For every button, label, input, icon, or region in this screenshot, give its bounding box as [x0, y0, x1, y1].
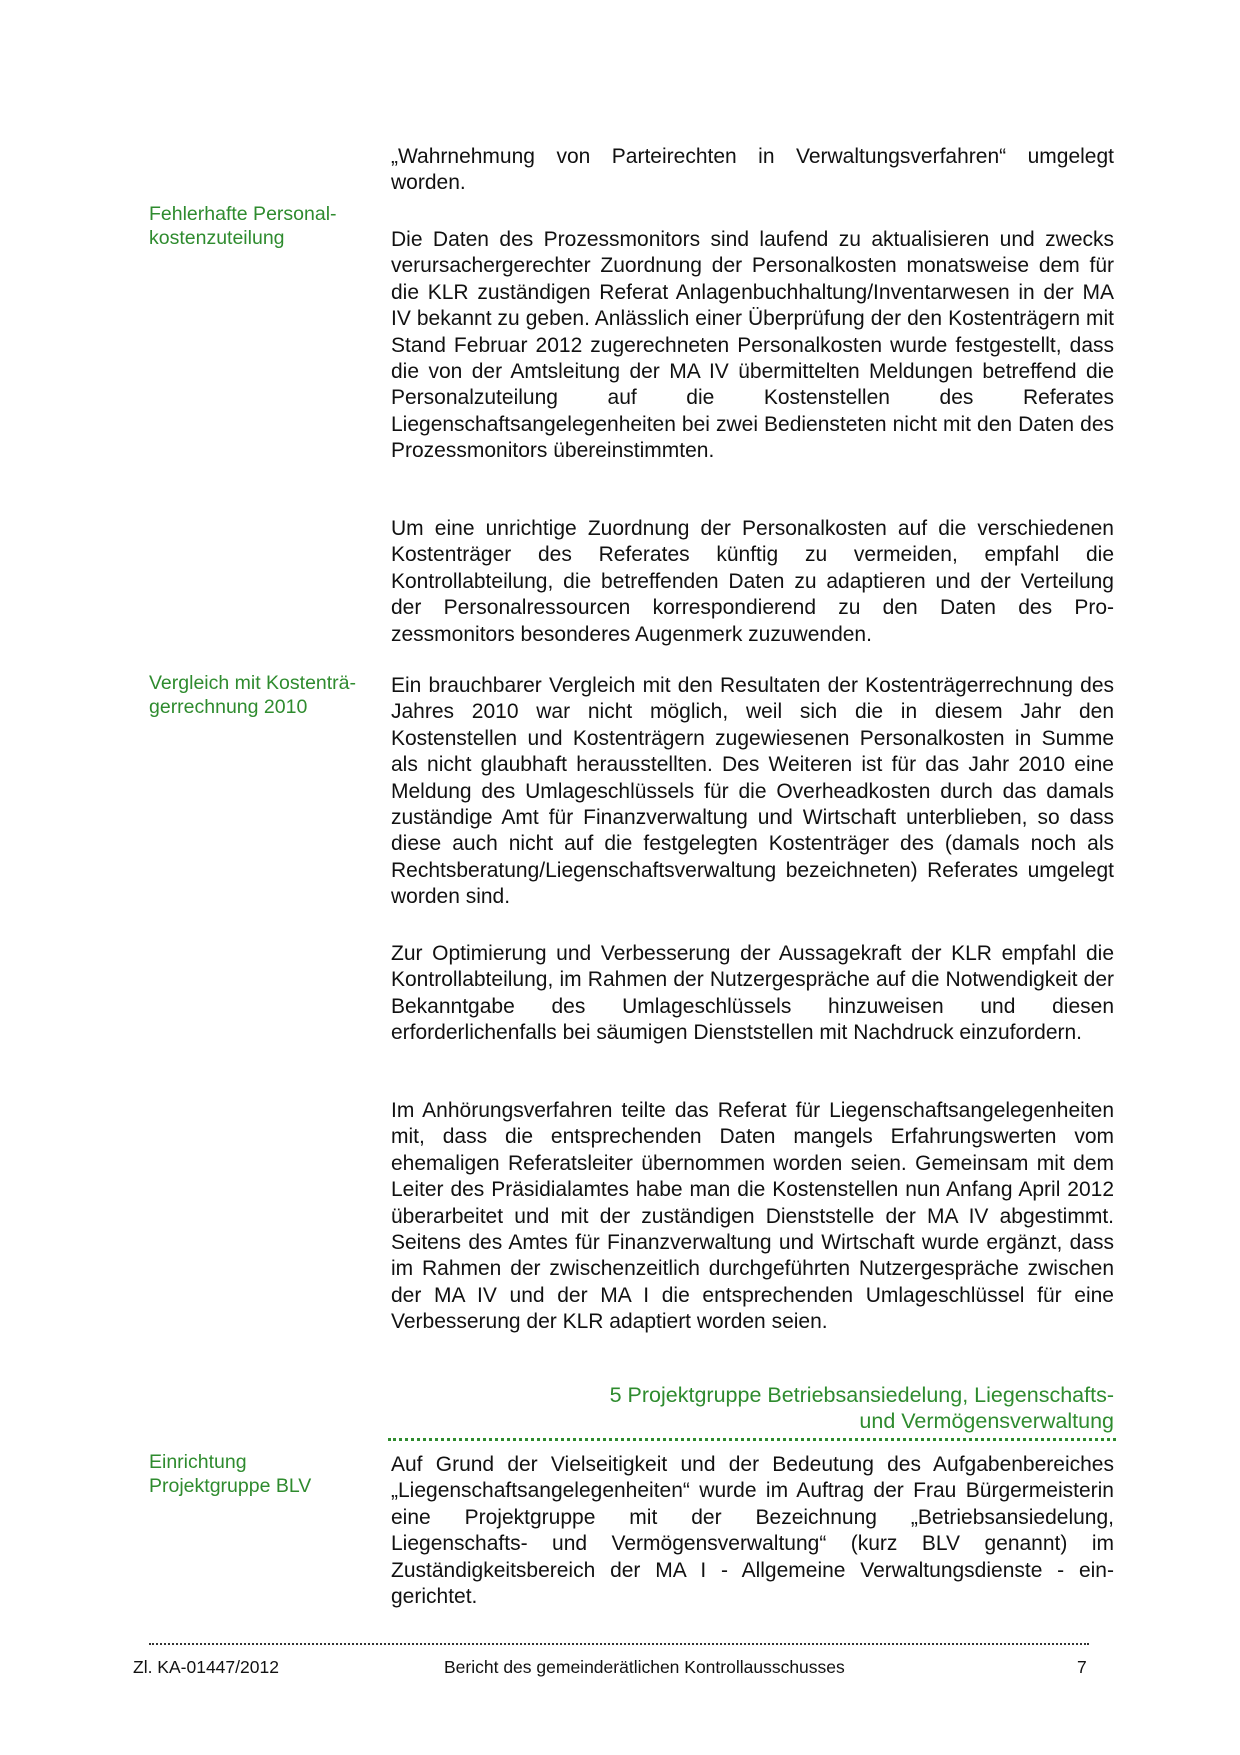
- section-heading: 5 Projektgruppe Betriebsansiedelung, Liegenschafts- und Vermögensverwaltung: [609, 1383, 1114, 1434]
- body-paragraph-4: Zur Optimierung und Verbesserung der Aussagekraft der KLR empfahl die Kontrollabteilung, im Rahmen der Nutzergespräche auf die Notwendigkeit der Bekanntgabe des Umlageschlüssels hinzuweisen und diesen erforderlichenfalls bei säumigen Dienststellen mit Nachdruck einzufordern.: [391, 942, 1114, 1045]
- section-heading-rule: [388, 1438, 1116, 1441]
- footer-rule: [149, 1643, 1089, 1645]
- body-paragraph-5: Im Anhörungsverfahren teilte das Referat für Liegenschaftsangelegenheiten mit, dass die entsprechenden Daten mangels Erfahrungswerten vom ehemaligen Referatsleiter übernommen worden seien. Gemeinsam mit dem Leiter des Präsidialamtes habe man die Kostenstellen nun Anfang April 2012 überarbeitet und mit der zuständigen Dienststelle der MA IV abgestimmt. Seitens des Amtes für Finanzverwaltung und Wirtschaft wurde ergänzt, dass im Rahmen der zwischenzeitlich durchgeführten Nutzergespräche zwischen der MA IV und der MA I die entsprechenden Umlageschlüssel für eine Verbesserung der KLR adaptiert worden seien.: [391, 1099, 1114, 1334]
- footer-page-number: 7: [1077, 1657, 1087, 1677]
- body-paragraph-0: „Wahrnehmung von Parteirechten in Verwaltungsverfahren“ umgelegt worden.: [391, 145, 1114, 195]
- body-paragraph-6: Auf Grund der Vielseitigkeit und der Bedeutung des Aufgabenbereiches „Liegenschaftsangelegenheiten“ wurde im Auftrag der Frau Bürgermeisterin eine Projektgruppe mit der Bezeichnung „Betriebsansiedelung, Liegenschafts- und Vermögensverwaltung“ (kurz BLV genannt) im Zuständigkeitsbereich der MA I - Allgemeine Verwaltungsdienste - eingerichtet.: [391, 1453, 1114, 1609]
- footer-reference: Zl. KA-01447/2012: [133, 1657, 279, 1677]
- side-label-einrichtung-projektgruppe: Einrichtung Projektgruppe BLV: [149, 1451, 312, 1497]
- side-label-kostentraegerrechnung-2010: Vergleich mit Kostenträ- gerrechnung 2010: [149, 672, 357, 718]
- body-paragraph-2: Um eine unrichtige Zuordnung der Personalkosten auf die verschiedenen Kostenträger des Referates künftig zu vermeiden, empfahl die Kontrollabteilung, die betreffenden Daten zu adaptieren und der Verteilung der Personalressourcen korrespondierend zu den Daten des Prozessmonitors besonderes Augenmerk zuzuwenden.: [391, 517, 1114, 646]
- body-paragraph-1: Die Daten des Prozessmonitors sind laufend zu aktualisieren und zwecks verursachergerechter Zuordnung der Personalkosten monatsweise dem für die KLR zuständigen Referat Anlagenbuchhaltung/Inventarwesen in der MA IV bekannt zu geben. Anlässlich einer Überprüfung der den Kostenträgern mit Stand Februar 2012 zugerechneten Personalkosten wurde festgestellt, dass die von der Amtsleitung der MA IV übermittelten Meldungen betreffend die Personalzuteilung auf die Kostenstellen des Referates Liegenschaftsangelegenheiten bei zwei Bediensteten nicht mit den Daten des Prozessmonitors übereinstimmten.: [391, 228, 1114, 463]
- side-label-personalkostenzuteilung: Fehlerhafte Personal- kostenzuteilung: [149, 203, 337, 249]
- body-paragraph-3: Ein brauchbarer Vergleich mit den Resultaten der Kostenträgerrechnung des Jahres 2010 war nicht möglich, weil sich die in diesem Jahr den Kostenstellen und Kostenträgern zugewiesenen Personalkosten in Summe als nicht glaubhaft herausstellten. Des Weiteren ist für das Jahr 2010 eine Meldung des Umlageschlüssels für die Overheadkosten durch das damals zuständige Amt für Finanzverwaltung und Wirtschaft unterblieben, so dass diese auch nicht auf die festgelegten Kostenträger des (damals noch als Rechtsberatung/Liegenschaftsverwaltung bezeichneten) Referates umgelegt worden sind.: [391, 674, 1114, 909]
- footer-title: Bericht des gemeinderätlichen Kontrollausschusses: [444, 1657, 845, 1677]
